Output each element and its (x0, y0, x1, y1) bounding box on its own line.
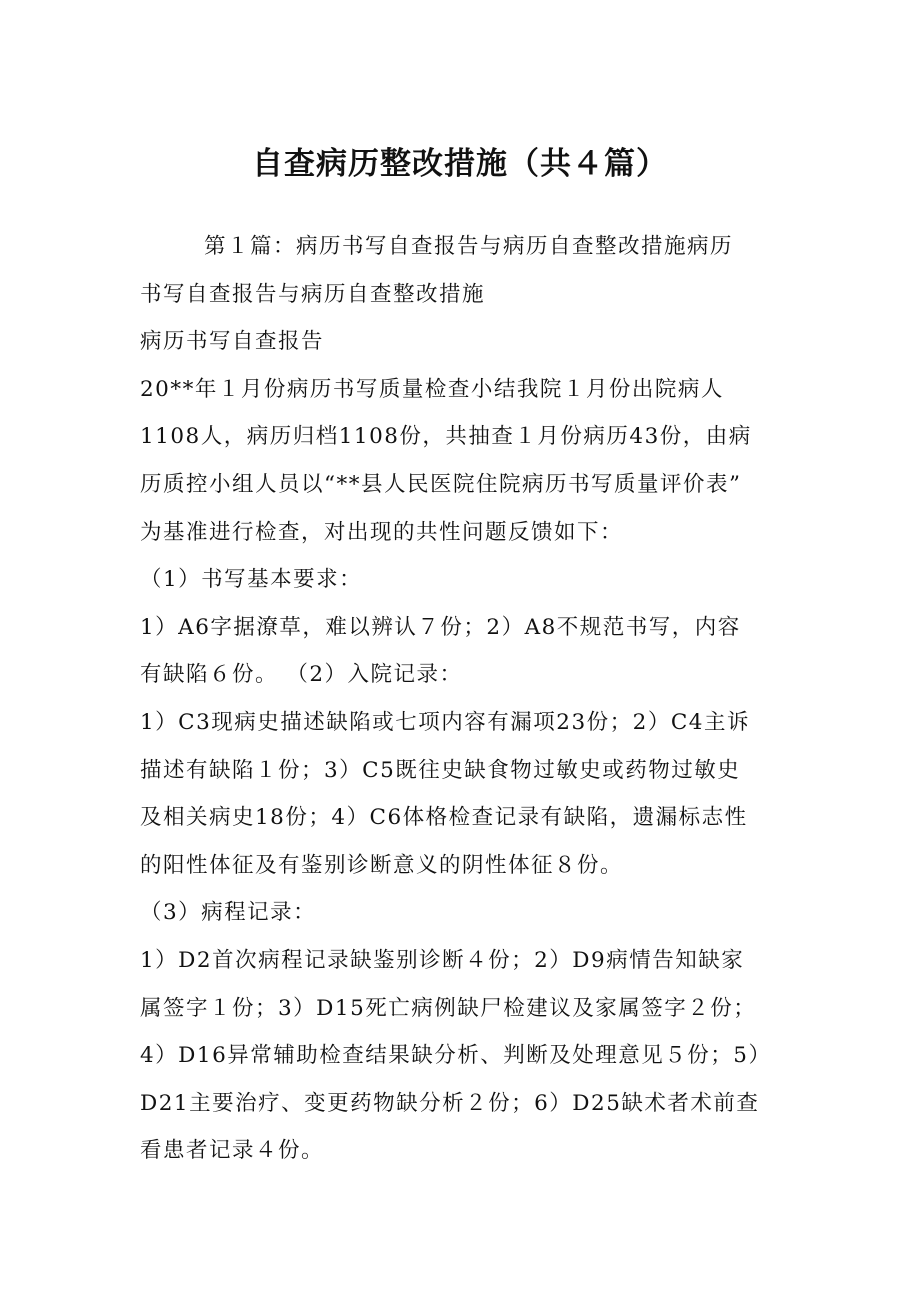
section-heading: （1）书写基本要求： (140, 567, 363, 593)
paragraph-line: 1）D2首次病程记录缺鉴别诊断４份；2）D9病情告知缺家 (140, 947, 745, 973)
paragraph-line: 第１篇：病历书写自查报告与病历自查整改措施病历 (204, 234, 734, 259)
paragraph-line: 为基准进行检查，对出现的共性问题反馈如下： (140, 519, 624, 545)
paragraph-line: 历质控小组人员以“**县人民医院住院病历书写质量评价表” (140, 471, 742, 497)
paragraph-line: D21主要治疗、变更药物缺分析２份；6）D25缺术者术前查 (140, 1090, 760, 1116)
document-title: 自查病历整改措施（共４篇） (252, 146, 668, 182)
section-heading: （3）病程记录： (140, 900, 317, 926)
paragraph-line: 描述有缺陷１份；3）C5既往史缺食物过敏史或药物过敏史 (140, 757, 741, 783)
paragraph-line: 1108人，病历归档1108份，共抽查１月份病历43份，由病 (140, 424, 752, 450)
paragraph-line: 属签字１份；3）D15死亡病例缺尸检建议及家属签字２份； (140, 995, 757, 1021)
paragraph-line: 的阳性体征及有鉴别诊断意义的阴性体征８份。 (140, 852, 624, 878)
paragraph-line: 及相关病史18份；4）C6体格检查记录有缺陷，遗漏标志性 (140, 805, 748, 831)
document-body (140, 223, 800, 1175)
paragraph-line: 1）A6字据潦草，难以辨认７份；2）A8不规范书写，内容 (140, 614, 741, 640)
paragraph-line: 1）C3现病史描述缺陷或七项内容有漏项23份；2）C4主诉 (140, 709, 750, 735)
paragraph-line: 20**年１月份病历书写质量检查小结我院１月份出院病人 (140, 376, 724, 402)
paragraph-line: 有缺陷６份。 （2）入院记录： (140, 662, 463, 688)
paragraph-line: 书写自查报告与病历自查整改措施 (140, 281, 486, 307)
paragraph-line: 病历书写自查报告 (140, 329, 325, 355)
paragraph-line: 4）D16异常辅助检查结果缺分析、判断及处理意见５份；5） (140, 1043, 772, 1069)
paragraph-line: 看患者记录４份。 (140, 1138, 325, 1164)
